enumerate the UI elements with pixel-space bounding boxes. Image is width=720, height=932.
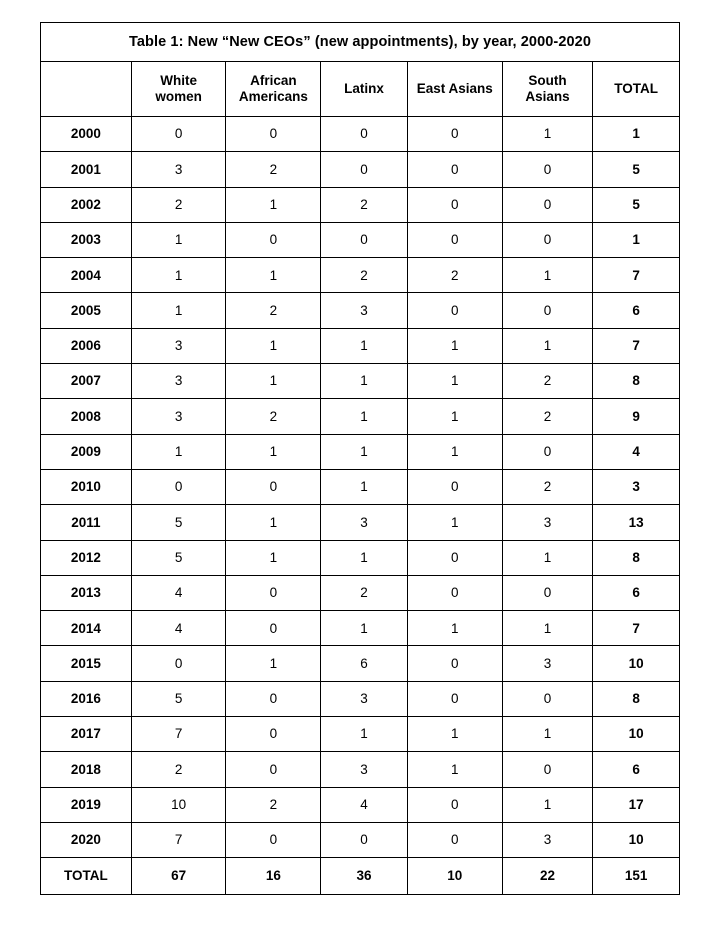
cell-total: 5 — [593, 187, 680, 222]
cell-latinx: 1 — [321, 434, 408, 469]
cell-total: 8 — [593, 364, 680, 399]
cell-african-americans: 2 — [226, 293, 321, 328]
cell-african-americans: 0 — [226, 469, 321, 504]
cell-east-asians: 1 — [407, 328, 502, 363]
cell-east-asians: 0 — [407, 222, 502, 257]
cell-latinx: 1 — [321, 328, 408, 363]
row-year: 2004 — [41, 258, 132, 293]
table-row — [41, 717, 680, 752]
new-ceos-table — [40, 22, 680, 895]
header-east-asians — [407, 62, 502, 117]
cell-total: 6 — [593, 293, 680, 328]
table-row — [41, 152, 680, 187]
cell-latinx: 0 — [321, 152, 408, 187]
row-year: 2006 — [41, 328, 132, 363]
cell-east-asians: 2 — [407, 258, 502, 293]
cell-east-asians: 1 — [407, 611, 502, 646]
header-corner — [41, 62, 132, 117]
cell-south-asians: 1 — [502, 611, 593, 646]
cell-total: 9 — [593, 399, 680, 434]
cell-south-asians: 3 — [502, 505, 593, 540]
table-row — [41, 540, 680, 575]
cell-south-asians: 0 — [502, 187, 593, 222]
cell-south-asians: 1 — [502, 540, 593, 575]
total-african-americans: 16 — [226, 858, 321, 895]
row-year: 2020 — [41, 822, 132, 857]
table-row — [41, 646, 680, 681]
table-row — [41, 469, 680, 504]
header-african-americans-line2: Americans — [238, 89, 308, 104]
cell-african-americans: 1 — [226, 364, 321, 399]
header-white-women — [131, 62, 226, 117]
row-year: 2005 — [41, 293, 132, 328]
cell-latinx: 1 — [321, 611, 408, 646]
cell-total: 7 — [593, 328, 680, 363]
header-total — [593, 62, 680, 117]
cell-total: 8 — [593, 681, 680, 716]
cell-african-americans: 1 — [226, 258, 321, 293]
row-year: 2002 — [41, 187, 132, 222]
table-row — [41, 222, 680, 257]
cell-white-women: 3 — [131, 399, 226, 434]
cell-south-asians: 1 — [502, 717, 593, 752]
cell-total: 1 — [593, 222, 680, 257]
cell-latinx: 0 — [321, 822, 408, 857]
cell-latinx: 1 — [321, 540, 408, 575]
cell-white-women: 4 — [131, 575, 226, 610]
cell-total: 7 — [593, 611, 680, 646]
cell-white-women: 0 — [131, 117, 226, 152]
cell-east-asians: 1 — [407, 752, 502, 787]
row-year: 2017 — [41, 717, 132, 752]
header-east-asians-line1: East Asians — [416, 81, 493, 97]
header-african-americans-line1: African — [250, 73, 297, 89]
table-row — [41, 434, 680, 469]
cell-african-americans: 1 — [226, 328, 321, 363]
cell-african-americans: 0 — [226, 575, 321, 610]
cell-total: 10 — [593, 646, 680, 681]
table-row — [41, 575, 680, 610]
cell-latinx: 3 — [321, 505, 408, 540]
table-row — [41, 117, 680, 152]
cell-white-women: 2 — [131, 187, 226, 222]
table-row — [41, 364, 680, 399]
cell-african-americans: 0 — [226, 717, 321, 752]
cell-white-women: 4 — [131, 611, 226, 646]
cell-south-asians: 0 — [502, 681, 593, 716]
cell-latinx: 2 — [321, 187, 408, 222]
table-head — [41, 23, 680, 117]
header-white-women-line2: women — [155, 89, 202, 104]
cell-south-asians: 3 — [502, 822, 593, 857]
cell-white-women: 3 — [131, 328, 226, 363]
cell-latinx: 1 — [321, 469, 408, 504]
cell-east-asians: 0 — [407, 540, 502, 575]
row-year: 2001 — [41, 152, 132, 187]
total-white-women: 67 — [131, 858, 226, 895]
table-total-row — [41, 858, 680, 895]
cell-south-asians: 0 — [502, 222, 593, 257]
row-year: 2018 — [41, 752, 132, 787]
cell-east-asians: 1 — [407, 434, 502, 469]
cell-white-women: 7 — [131, 717, 226, 752]
cell-white-women: 10 — [131, 787, 226, 822]
cell-african-americans: 0 — [226, 222, 321, 257]
table-row — [41, 611, 680, 646]
cell-east-asians: 1 — [407, 717, 502, 752]
row-year: 2016 — [41, 681, 132, 716]
total-latinx: 36 — [321, 858, 408, 895]
cell-south-asians: 2 — [502, 399, 593, 434]
cell-african-americans: 0 — [226, 752, 321, 787]
row-year: 2000 — [41, 117, 132, 152]
cell-white-women: 5 — [131, 505, 226, 540]
cell-white-women: 3 — [131, 152, 226, 187]
cell-white-women: 1 — [131, 258, 226, 293]
cell-african-americans: 2 — [226, 787, 321, 822]
cell-african-americans: 2 — [226, 399, 321, 434]
cell-south-asians: 0 — [502, 293, 593, 328]
cell-east-asians: 0 — [407, 152, 502, 187]
cell-east-asians: 0 — [407, 187, 502, 222]
total-south-asians: 22 — [502, 858, 593, 895]
cell-african-americans: 1 — [226, 505, 321, 540]
cell-latinx: 6 — [321, 646, 408, 681]
header-african-americans — [226, 62, 321, 117]
row-year: 2015 — [41, 646, 132, 681]
cell-east-asians: 0 — [407, 293, 502, 328]
table-row — [41, 328, 680, 363]
row-year: 2012 — [41, 540, 132, 575]
cell-east-asians: 0 — [407, 822, 502, 857]
total-east-asians: 10 — [407, 858, 502, 895]
cell-latinx: 4 — [321, 787, 408, 822]
total-row-label: TOTAL — [41, 858, 132, 895]
table-title-row — [41, 23, 680, 62]
cell-south-asians: 0 — [502, 575, 593, 610]
cell-african-americans: 1 — [226, 646, 321, 681]
table-header-row — [41, 62, 680, 117]
cell-white-women: 1 — [131, 434, 226, 469]
cell-east-asians: 0 — [407, 469, 502, 504]
cell-east-asians: 1 — [407, 364, 502, 399]
cell-african-americans: 2 — [226, 152, 321, 187]
cell-african-americans: 0 — [226, 117, 321, 152]
cell-latinx: 1 — [321, 399, 408, 434]
row-year: 2011 — [41, 505, 132, 540]
cell-white-women: 3 — [131, 364, 226, 399]
cell-east-asians: 0 — [407, 575, 502, 610]
cell-white-women: 5 — [131, 681, 226, 716]
cell-latinx: 0 — [321, 222, 408, 257]
cell-east-asians: 0 — [407, 117, 502, 152]
cell-african-americans: 1 — [226, 434, 321, 469]
table-row — [41, 187, 680, 222]
table-row — [41, 822, 680, 857]
row-year: 2008 — [41, 399, 132, 434]
table-row — [41, 787, 680, 822]
cell-south-asians: 1 — [502, 117, 593, 152]
table-row — [41, 681, 680, 716]
table-title: Table 1: New “New CEOs” (new appointments), by year, 2000-2020 — [41, 23, 680, 62]
cell-total: 1 — [593, 117, 680, 152]
cell-east-asians: 0 — [407, 681, 502, 716]
grand-total: 151 — [593, 858, 680, 895]
row-year: 2013 — [41, 575, 132, 610]
cell-latinx: 0 — [321, 117, 408, 152]
cell-east-asians: 1 — [407, 505, 502, 540]
row-year: 2003 — [41, 222, 132, 257]
cell-latinx: 1 — [321, 364, 408, 399]
table-row — [41, 258, 680, 293]
cell-latinx: 2 — [321, 575, 408, 610]
cell-white-women: 0 — [131, 469, 226, 504]
row-year: 2007 — [41, 364, 132, 399]
row-year: 2014 — [41, 611, 132, 646]
cell-total: 8 — [593, 540, 680, 575]
cell-white-women: 2 — [131, 752, 226, 787]
cell-total: 6 — [593, 575, 680, 610]
cell-total: 5 — [593, 152, 680, 187]
cell-african-americans: 1 — [226, 540, 321, 575]
table-row — [41, 505, 680, 540]
cell-south-asians: 0 — [502, 152, 593, 187]
cell-south-asians: 2 — [502, 364, 593, 399]
cell-african-americans: 1 — [226, 187, 321, 222]
cell-total: 6 — [593, 752, 680, 787]
cell-east-asians: 0 — [407, 787, 502, 822]
header-south-asians-line2: Asians — [525, 89, 570, 104]
header-south-asians — [502, 62, 593, 117]
cell-white-women: 1 — [131, 293, 226, 328]
cell-white-women: 7 — [131, 822, 226, 857]
row-year: 2019 — [41, 787, 132, 822]
table-body — [41, 117, 680, 895]
cell-south-asians: 0 — [502, 752, 593, 787]
cell-white-women: 5 — [131, 540, 226, 575]
cell-total: 4 — [593, 434, 680, 469]
cell-total: 7 — [593, 258, 680, 293]
table-row — [41, 399, 680, 434]
cell-south-asians: 2 — [502, 469, 593, 504]
cell-south-asians: 3 — [502, 646, 593, 681]
table-row — [41, 293, 680, 328]
cell-latinx: 3 — [321, 293, 408, 328]
cell-total: 10 — [593, 717, 680, 752]
cell-latinx: 2 — [321, 258, 408, 293]
cell-south-asians: 0 — [502, 434, 593, 469]
row-year: 2009 — [41, 434, 132, 469]
cell-south-asians: 1 — [502, 258, 593, 293]
cell-latinx: 1 — [321, 717, 408, 752]
cell-african-americans: 0 — [226, 822, 321, 857]
cell-african-americans: 0 — [226, 681, 321, 716]
table-row — [41, 752, 680, 787]
header-latinx — [321, 62, 408, 117]
cell-latinx: 3 — [321, 752, 408, 787]
cell-latinx: 3 — [321, 681, 408, 716]
header-south-asians-line1: South — [528, 73, 567, 89]
cell-total: 13 — [593, 505, 680, 540]
cell-white-women: 1 — [131, 222, 226, 257]
header-latinx-line1: Latinx — [344, 81, 384, 97]
cell-total: 3 — [593, 469, 680, 504]
cell-total: 17 — [593, 787, 680, 822]
cell-african-americans: 0 — [226, 611, 321, 646]
cell-east-asians: 1 — [407, 399, 502, 434]
cell-south-asians: 1 — [502, 328, 593, 363]
cell-total: 10 — [593, 822, 680, 857]
row-year: 2010 — [41, 469, 132, 504]
cell-east-asians: 0 — [407, 646, 502, 681]
cell-south-asians: 1 — [502, 787, 593, 822]
cell-white-women: 0 — [131, 646, 226, 681]
header-total-line1: TOTAL — [614, 81, 659, 97]
header-white-women-line1: White — [160, 73, 197, 89]
